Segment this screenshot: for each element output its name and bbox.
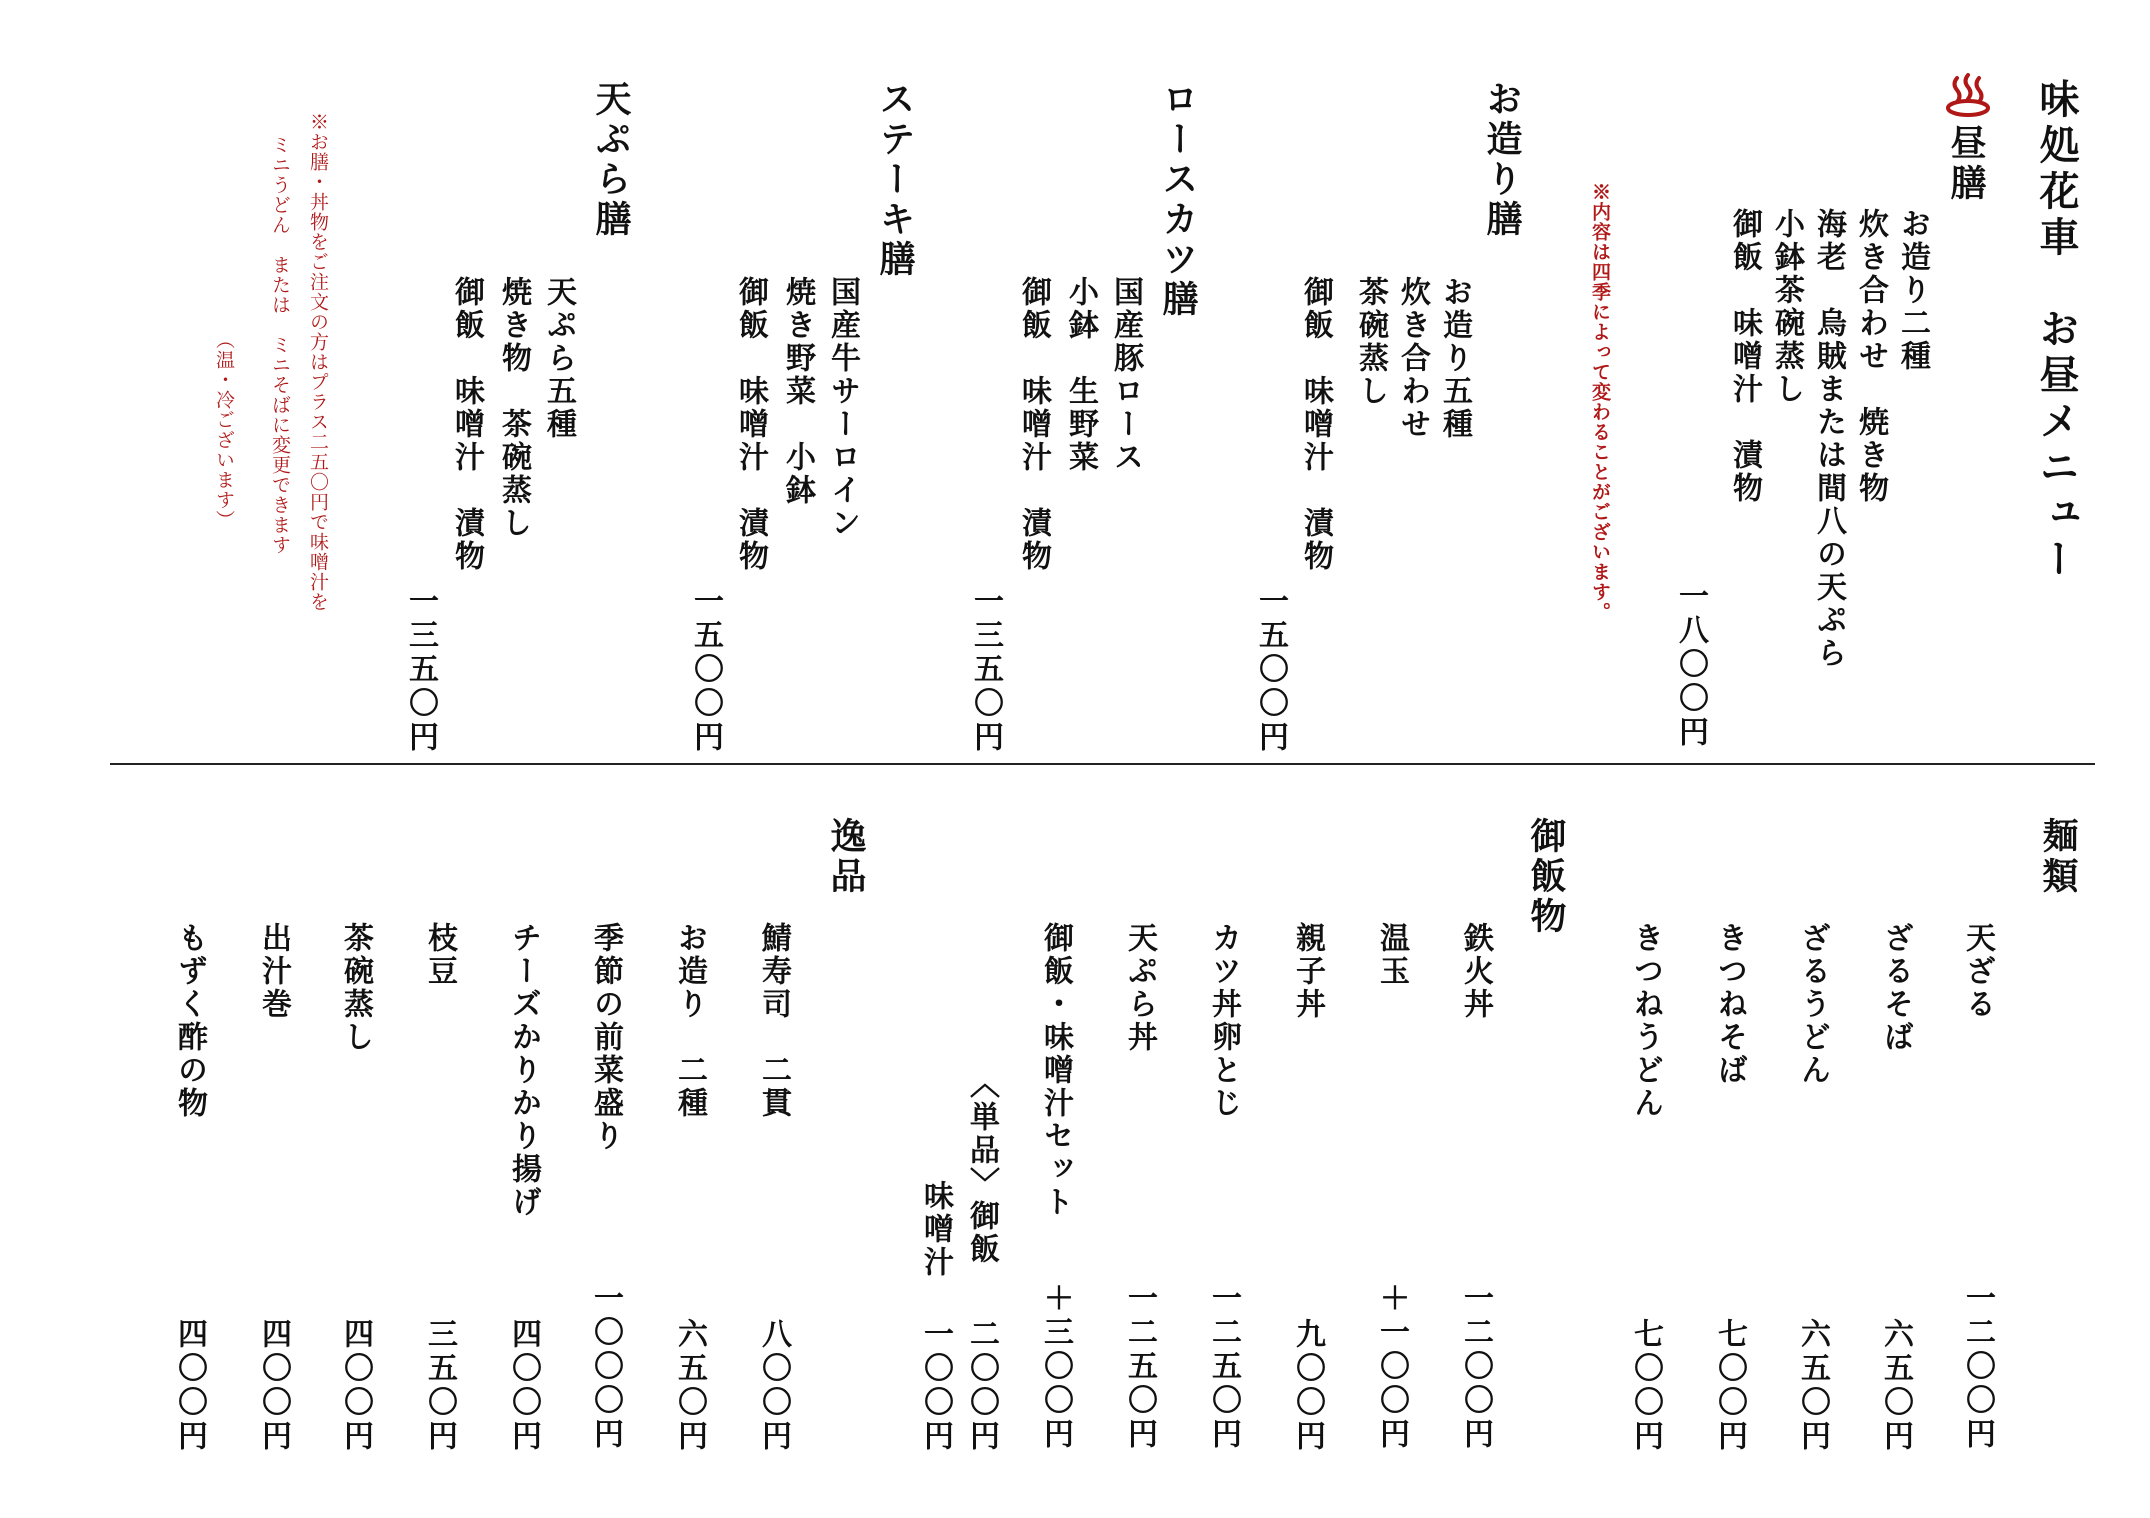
ippin-item-name: もずく酢の物 — [172, 922, 207, 1120]
rice-item-name: 温玉 — [1374, 922, 1409, 988]
otsukuri-heading: お造り膳 — [1481, 80, 1523, 240]
otsukuri-item: 御飯 味噌汁 漬物 — [1298, 276, 1333, 573]
onsen-icon — [1945, 72, 1991, 118]
ippin-item-name: 鯖寿司 二貫 — [756, 922, 791, 1120]
otsukuri-price: 一五〇〇円 — [1253, 585, 1288, 755]
ippin-item-price: 四〇〇円 — [506, 1318, 541, 1454]
rice-heading: 御飯物 — [1525, 817, 1567, 937]
ippin-item-price: 四〇〇円 — [338, 1318, 373, 1454]
rosukatsu-price: 一三五〇円 — [968, 585, 1003, 755]
footnote-line: ※お膳・丼物をご注文の方はプラス二五〇円で味噌汁を — [307, 112, 329, 612]
noodle-item-price: 七〇〇円 — [1628, 1318, 1663, 1454]
ippin-item-name: 季節の前菜盛り — [588, 922, 623, 1153]
rice-item-name: 天ぷら丼 — [1122, 922, 1157, 1054]
rice-item-price: 二〇〇円 — [964, 1318, 999, 1454]
otsukuri-item: 炊き合わせ — [1395, 276, 1430, 441]
rice-item-price: 九〇〇円 — [1290, 1318, 1325, 1454]
noodle-item-name: きつねそば — [1712, 922, 1747, 1087]
ippin-item-price: 六五〇円 — [672, 1318, 707, 1454]
rosukatsu-item: 御飯 味噌汁 漬物 — [1016, 276, 1051, 573]
noodle-item-price: 六五〇円 — [1878, 1318, 1913, 1454]
tempura-item: 焼き物 茶碗蒸し — [496, 276, 531, 540]
rosukatsu-heading: ロースカツ膳 — [1157, 80, 1199, 320]
noodle-item-name: きつねうどん — [1628, 922, 1663, 1120]
rice-item-price: 一二五〇円 — [1206, 1282, 1241, 1452]
rice-item-name: カツ丼卵とじ — [1206, 922, 1241, 1120]
rice-item-name: 〈単品〉御飯 — [964, 1068, 999, 1266]
steak-item: 焼き野菜 小鉢 — [780, 276, 815, 507]
lunch-item: 御飯 味噌汁 漬物 — [1727, 208, 1762, 505]
tempura-price: 一三五〇円 — [403, 585, 438, 755]
lunch-item: 炊き合わせ 焼き物 — [1853, 208, 1888, 505]
tempura-heading: 天ぷら膳 — [590, 80, 632, 240]
steak-item: 御飯 味噌汁 漬物 — [733, 276, 768, 573]
rice-item-price: 一二五〇円 — [1122, 1282, 1157, 1452]
rice-item-price: ＋三〇〇円 — [1038, 1282, 1073, 1452]
noodle-item-price: 六五〇円 — [1795, 1318, 1830, 1454]
ippin-item-name: 枝豆 — [422, 922, 457, 988]
noodle-item-name: ざるうどん — [1795, 922, 1830, 1087]
footnote-line: （温・冷ございます） — [213, 330, 235, 530]
section-divider — [110, 763, 2095, 765]
ippin-item-name: 出汁巻 — [256, 922, 291, 1021]
lunch-price: 一八〇〇円 — [1673, 580, 1708, 750]
ippin-item-price: 四〇〇円 — [172, 1318, 207, 1454]
ippin-item-name: お造り 二種 — [672, 922, 707, 1120]
noodle-item-price: 七〇〇円 — [1712, 1318, 1747, 1454]
ippin-item-price: 四〇〇円 — [256, 1318, 291, 1454]
lunch-item: 海老 烏賊または間八の天ぷら — [1811, 208, 1846, 670]
steak-price: 一五〇〇円 — [688, 585, 723, 755]
lunch-heading: 昼膳 — [1945, 124, 1987, 204]
rice-item-name: 味噌汁 — [918, 1180, 953, 1279]
ippin-item-price: 八〇〇円 — [756, 1318, 791, 1454]
lunch-note: ※内容は四季によって変わることがございます。 — [1589, 182, 1611, 622]
otsukuri-item: 茶碗蒸し — [1353, 276, 1388, 408]
rice-item-name: 御飯・味噌汁セット — [1038, 922, 1073, 1219]
ippin-item-price: 三五〇円 — [422, 1318, 457, 1454]
rosukatsu-item: 国産豚ロース — [1108, 276, 1143, 474]
lunch-item: 小鉢茶碗蒸し — [1769, 208, 1804, 406]
rice-item-price: 一〇〇円 — [918, 1318, 953, 1454]
ippin-item-price: 一〇〇〇円 — [588, 1282, 623, 1452]
page-title: 味処花車 お昼メニュー — [2033, 78, 2080, 584]
footnote-line: ミニうどん または ミニそばに変更できます — [269, 135, 291, 555]
rosukatsu-item: 小鉢 生野菜 — [1063, 276, 1098, 474]
steak-heading: ステーキ膳 — [874, 80, 916, 280]
noodle-item-name: 天ざる — [1960, 922, 1995, 1021]
noodles-heading: 麺類 — [2037, 817, 2079, 897]
tempura-item: 天ぷら五種 — [541, 276, 576, 441]
otsukuri-item: お造り五種 — [1437, 276, 1472, 441]
rice-item-price: ＋一〇〇円 — [1374, 1282, 1409, 1452]
lunch-item: お造り二種 — [1895, 208, 1930, 373]
noodle-item-price: 一二〇〇円 — [1960, 1282, 1995, 1452]
ippin-item-name: チーズかりかり揚げ — [506, 922, 541, 1219]
rice-item-name: 親子丼 — [1290, 922, 1325, 1021]
noodle-item-name: ざるそば — [1878, 922, 1913, 1054]
rice-item-price: 一二〇〇円 — [1458, 1282, 1493, 1452]
steak-item: 国産牛サーロイン — [825, 276, 860, 540]
rice-item-name: 鉄火丼 — [1458, 922, 1493, 1021]
ippin-item-name: 茶碗蒸し — [338, 922, 373, 1054]
ippin-heading: 逸品 — [825, 817, 867, 897]
tempura-item: 御飯 味噌汁 漬物 — [449, 276, 484, 573]
